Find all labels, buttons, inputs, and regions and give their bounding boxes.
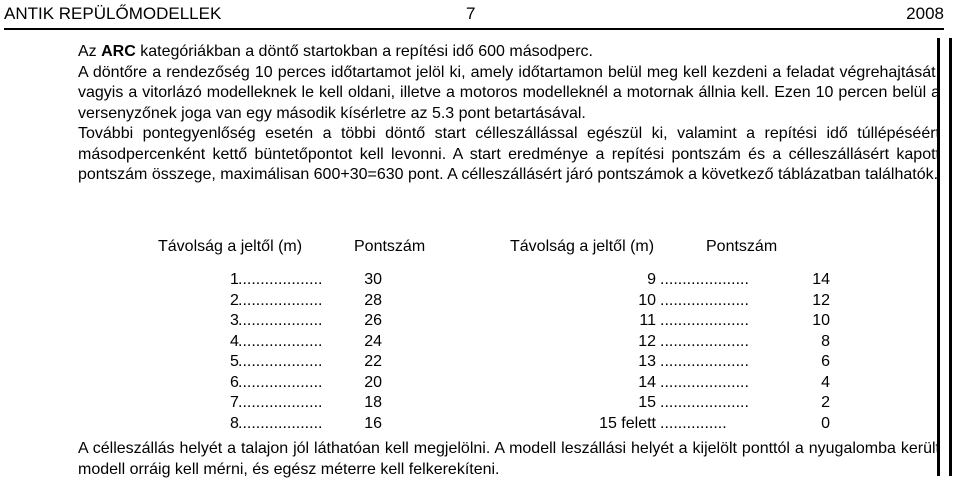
header-year: 2008 <box>906 4 944 23</box>
table-row <box>570 414 830 435</box>
distance-cell: 5 <box>230 353 239 370</box>
distance-cell: 2 <box>230 291 239 309</box>
distance-cell: 9 <box>647 271 656 288</box>
points-cell: 12 <box>812 291 830 309</box>
points-cell: 20 <box>364 373 382 391</box>
distance-cell: 13 <box>638 353 656 370</box>
table-row <box>230 373 382 394</box>
points-cell: 8 <box>821 332 830 350</box>
leader-dots: ............... <box>660 414 727 432</box>
table-row <box>230 332 382 353</box>
intro-bold: ARC <box>101 43 136 60</box>
table-row <box>570 270 830 291</box>
table-row <box>570 332 830 353</box>
table-row <box>570 373 830 394</box>
distance-cell: 4 <box>230 332 239 350</box>
distance-cell: 15 felett <box>599 414 656 432</box>
header-points-left: Pontszám <box>354 238 426 255</box>
points-cell: 26 <box>364 312 382 329</box>
distance-cell: 1 <box>230 271 239 288</box>
points-cell: 30 <box>364 271 382 288</box>
distance-cell: 14 <box>638 373 656 391</box>
header-title: ANTIK REPÜLŐMODELLEK <box>4 4 222 23</box>
table-column-left <box>230 270 382 434</box>
points-cell: 16 <box>364 414 382 432</box>
header-distance-right: Távolság a jeltől (m) <box>510 238 655 255</box>
points-cell: 22 <box>364 353 382 370</box>
intro-suffix: kategóriákban a döntő startokban a repítési idő 600 másodperc. <box>135 43 593 60</box>
points-cell: 24 <box>364 332 382 350</box>
leader-dots: ................... <box>238 394 323 411</box>
header-points-right: Pontszám <box>706 238 778 255</box>
paragraph-1: A döntőre a rendezőség 10 perces időtartamot jelöl ki, amely időtartamon belül meg kell kezdeni a feladat végrehajtását, vagyis a vitorlázó modelleknek le kell oldani, illetve a motoros modelleknél a motornak állnia kell. Ezen 10 percen belül a versenyzőnek joga van egy második kísérletre az 5.3 pont betartásával. <box>78 63 940 122</box>
leader-dots: ................... <box>238 373 323 391</box>
page-header <box>4 4 944 30</box>
leader-dots: ................... <box>238 414 323 432</box>
document-body <box>78 42 940 478</box>
leader-dots: .................... <box>660 291 749 309</box>
table-row <box>230 311 382 332</box>
leader-dots: .................... <box>660 353 749 370</box>
leader-dots: ................... <box>238 353 323 370</box>
points-cell: 0 <box>821 414 830 432</box>
distance-cell: 12 <box>638 332 656 350</box>
points-cell: 18 <box>364 394 382 411</box>
table-row <box>570 311 830 332</box>
distance-cell: 11 <box>639 312 656 329</box>
leader-dots: .................... <box>660 312 749 329</box>
table-row <box>230 393 382 414</box>
leader-dots: .................... <box>660 271 749 288</box>
points-cell: 14 <box>812 271 830 288</box>
table-column-right <box>570 270 830 434</box>
leader-dots: .................... <box>660 373 749 391</box>
leader-dots: ................... <box>238 271 323 288</box>
leader-dots: .................... <box>660 332 749 350</box>
points-cell: 10 <box>812 312 830 329</box>
distance-cell: 7 <box>230 394 239 411</box>
distance-cell: 8 <box>230 414 239 432</box>
leader-dots: ................... <box>238 291 323 309</box>
intro-prefix: Az <box>78 43 102 60</box>
paragraph-2: További pontegyenlőség esetén a többi döntő start célleszállással egészül ki, valamint a repítési idő túllépéséért másodpercenként kettő büntetőpontot kell levonni. A start eredménye a repítési pontszám és a célleszállásért kapott pontszám összege, maximálisan 600+30=630 pont. A célleszállásért járó pontszámok a következő táblázatban találhatók. <box>78 125 940 183</box>
table-row <box>230 352 382 373</box>
distance-cell: 6 <box>230 373 239 391</box>
page-number: 7 <box>466 4 476 23</box>
distance-cell: 10 <box>638 291 656 309</box>
leader-dots: ................... <box>238 312 323 329</box>
table-row <box>570 291 830 312</box>
table-row <box>230 291 382 312</box>
intro-line <box>78 42 940 63</box>
distance-cell: 3 <box>230 312 239 329</box>
leader-dots: .................... <box>660 394 749 411</box>
points-cell: 6 <box>821 353 830 370</box>
table-row <box>570 352 830 373</box>
header-distance-left: Távolság a jeltől (m) <box>158 238 303 255</box>
table-row <box>570 393 830 414</box>
table-row <box>230 270 382 291</box>
paragraph-3: A célleszállás helyét a talajon jól láthatóan kell megjelölni. A modell leszállási helyét a kijelölt ponttól a nyugalomba került modell orráig kell mérni, és egész méterre kell felkerekíteni. <box>78 440 940 478</box>
distance-cell: 15 <box>638 394 656 411</box>
leader-dots: ................... <box>238 332 323 350</box>
points-cell: 2 <box>821 394 830 411</box>
table-row <box>230 414 382 435</box>
points-cell: 4 <box>821 373 830 391</box>
points-cell: 28 <box>364 291 382 309</box>
